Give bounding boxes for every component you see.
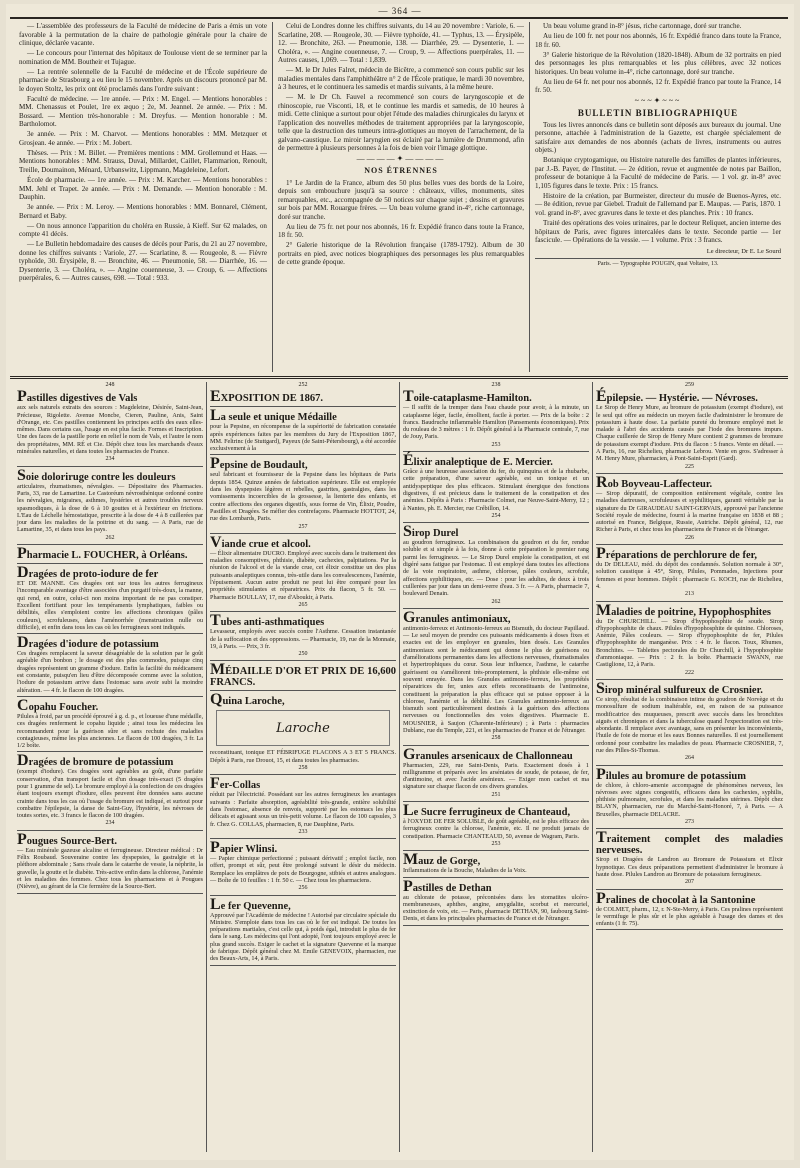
paragraph: — L'assemblée des professeurs de la Faculté de médecine de Paris a émis un vote favorable à la permutation de la chaire de pathologie générale pour la chaire de clinique, déclarée vacante. <box>19 22 267 47</box>
ad-text: Ces dragées remplacent la saveur désagréable de la solution par le goût agréable d'un bonbon ; le dosage est des plus commodes, puisque cinq dragées représentent un gramme d'iodure. Enfin la facilité du médicament est constante, puisqu'en lieu d'être décomposée comme avec la solution, l'iodure de potassium arrive dans l'estomac sans avoir subi la moindre altération. — 4 fr. le flacon de 100 dragées. <box>17 650 203 694</box>
paragraph: Un beau volume grand in-8° jésus, riche cartonnage, doré sur tranche. <box>543 22 742 30</box>
ad-text: antimonio-ferreux et Antimonio-ferreux au Bismuth, du docteur Papillaud. — Le seul moyen de prendre ces puissants médicaments à doses fixes et exactes est de les employer en granules, bien dosés. Les Granules antimoniaux sont le médicament qui donne le plus de guérisons ou d'améliorations permanentes dans les affections nerveuses, rhumatismales et hypertrophiques du cœur. Sous leur influence, l'asthme, le catarrhe guérissent ou s'améliorent très-promptement, la phthisie elle-même est souvent enrayée. Dans les Granules antimonio-ferreux, les propriétés réparatrices du fer, unies aux effets reconstituants de l'antimoine, constituent la préparation la plus efficace qui se puisse opposer à la chlorose, l'anémie et la débilité. Les Granules antimonio-ferreux au bismuth sont particulièrement destinés à la guérison des affections nerveuses ou fonctionnelles des voies digestives. Pharmacie E. MOUSNIER, à Saujon (Charente-Inférieure) ; à Paris : pharmacies Dublanc, rue du Temple, 221, et les pharmacies de France et de l'étranger. <box>403 624 589 734</box>
column-number: 252 <box>298 382 308 388</box>
ad-number: 234 <box>105 820 115 827</box>
ad-heading: Le fer Quevenne, <box>210 895 291 913</box>
ads-column-4 <box>593 382 786 1152</box>
news-section <box>14 22 786 372</box>
advertisement <box>596 473 783 545</box>
director-signature: Le directeur, Dr E. Le Sourd <box>706 247 782 255</box>
ad-heading: Élixir analeptique de E. Mercier. <box>403 452 553 470</box>
advertisement <box>596 831 783 889</box>
paragraph: 2° Galerie historique de la Révolution française (1789-1792). Album de 30 portraits en pied, avec notices biographiques des personnages les plus remarquables de cette grande époque. <box>277 241 524 267</box>
paragraph: Tous les livres annoncés dans ce bulletin sont déposés aux bureaux du journal. Une personne, attachée à l'administration de la Gazette, est chargée spécialement de satisfaire aux demandes de nos abonnés (achats de livres, instruments ou autres objets.) <box>535 120 782 155</box>
ad-heading: Fer-Collas <box>210 775 261 793</box>
ad-number: 256 <box>298 885 308 892</box>
ad-text: de chlore, à chloro-amenie accompagné de phénomènes nerveux, les névroses avec signes congestifs, efficaces dans les cachexies, syphilis, phthisie pulmonaire, scrofules, et dans les maladies utérines. Dépôt chez BLAYN, pharmacien, rue du Marché-Saint-Honoré, 7, à Paris. — A Bruxelles, pharmacie DELACRE. <box>596 781 783 818</box>
advertisement <box>17 547 203 564</box>
ad-heading: Dragées de proto-iodure de fer <box>17 564 159 582</box>
ad-heading: Préparations de perchlorure de fer, <box>596 545 757 563</box>
paragraph: Traité des opérations des voies urinaires, par le docteur Reliquet, ancien interne des hôpitaux de Paris, avec figures intercalées dans le texte. Seconde partie — 1er fascicule. — Opérations de la vessie. — 1 volume. Prix : 3 francs. <box>535 219 782 245</box>
ad-text: — Élixir alimentaire DUCRO. Employé avec succès dans le traitement des maladies consomptives, phthisie, diabète, cachexies, palpitations. Par la réunion de l'alcool et de la viande crue, cet élixir constitue un des plus puissants analeptiques connus, très-utile dans les convalescences, l'anémie, l'épuisement. Aucun autre produit ne peut lui être comparé pour les propriétés stimulantes et réparatrices. Prix du flacon, 5 fr. 50. — Pharmacie BOULLAY, 17, rue d'Aboukir, à Paris. <box>210 549 396 601</box>
ad-heading: EXPOSITION DE 1867. <box>210 388 324 406</box>
column-number: 238 <box>491 382 501 388</box>
ad-text: reconstituant, tonique ET FÉBRIFUGE FLACONS A 3 ET 5 FRANCS. Dépôt à Paris, rue Drouot, 15, et dans toutes les pharmacies. <box>210 749 396 764</box>
ad-text: Grâce à une heureuse association du fer, du quinquina et de la rhubarbe, cette préparation, d'une saveur agréable, est un tonique et un antidyspeptique des plus efficaces. Stimulant énergique des fonctions digestives, il est précieux dans le traitement de la constipation et des anémies. Dépôts à Paris : Pharmacie Colmet, rue Neuve-Saint-Merry, 12 ; à Nantes, ph. E. Mercier, rue Crébillon, 14. <box>403 468 589 512</box>
ad-text: ET DE MANNE. Ces dragées ont sur tous les autres ferrugineux l'incomparable avantage d'être associées d'un purgatif très-doux, la manne, qui rend, en outre, celui-ci non moins important de ne pas constiper. Excellent fortifiant pour les tempéraments lymphatiques, faibles ou débilités, elles s'emploient contre les affections chroniques (pâles couleurs), scrofuleuses, dans l'aménorrhée (menstruation nulle ou difficile), et enfin dans tous les cas où les ferrugineux sont indiqués. <box>17 580 203 631</box>
ad-heading: Viande crue et alcool. <box>210 533 311 551</box>
advertisement <box>17 754 203 830</box>
advertisement <box>210 409 396 455</box>
advertisement <box>17 696 203 752</box>
ad-heading: Tubes anti-asthmatiques <box>210 612 325 630</box>
newspaper-page <box>6 4 794 1160</box>
ad-text: réduit par l'électricité. Possédant sur les autres ferrugineux les avantages suivants : Parfaite absorption, agréabilité très-grande, entière solubilité dans l'estomac, absence de renvois, supporté par les estomacs les plus délicats et agissant sous un très-petit volume. Le flacon de 100 capsules, 3 fr. Chez G. COLLAS, pharmacien, 8, rue Dauphine, Paris. <box>210 791 396 828</box>
paragraph: Botanique cryptogamique, ou Histoire naturelle des familles de plantes inférieures, par J.-B. Payer, de l'Institut. — 2e édition, revue et augmentée de notes par Baillon, professeur de botanique à la Faculté de médecine de Paris. — 1 vol. gr. in-8° avec 1,105 figures dans le texte. Prix : 15 francs. <box>535 156 782 190</box>
ad-text: — Il suffit de la tremper dans l'eau chaude pour avoir, à la minute, un cataplasme léger, facile, émollient, facile à porter. — Prix de la boîte : 2 francs. Baudruche inflammable Hamilton (Pansements économiques). Prix du rouleau de 3 mètres : 1 fr. Dépôt général à la Pharmacie centrale, 7, rue de Jouy, Paris. <box>403 404 589 441</box>
advertisement <box>210 533 396 612</box>
advertisement <box>210 777 396 839</box>
paragraph: — Le Bulletin hebdomadaire des causes de décès pour Paris, du 21 au 27 novembre, donne les chiffres suivants : Variole, 27. — Scarlatine, 8. — Rougeole, 8. — Fièvre typhoïde, 30. Érysipèle, 8. — Bronchite, 46. — Pneumonie, 58. — Diarrhée, 16. — Dysenterie, 3. — Choléra, ». — Angine couenneuse, 3. — Croup, 6. — Affections puerpérales, 6. — Autres causes, 698. — Total : 933. <box>19 240 267 283</box>
ad-heading: Granules arsenicaux de Challonneau <box>403 745 573 763</box>
ad-number: 233 <box>298 828 308 835</box>
ad-text: aux sels naturels extraits des sources : Magdeleine, Désirée, Saint-Jean, Précieuse, Rigolette. Avenue Moncbe, Cieren, Pauline, Anis, Saint d'Orange, etc. Ces pastilles contiennent les principes actifs des eaux elles-mêmes. Dans certains cas, l'usage en est plus facile. Formes et Inscription. Une des faces de la pastille porte en relief le nom de Vals, et l'autre le nom des propriétaires, MM. RÉ et Cie. Dépôt chez tous les marchands d'eaux minérales naturelles, et dans toutes les pharmacies de France. <box>17 404 203 456</box>
ad-heading: La seule et unique Médaille <box>210 407 337 425</box>
ad-heading: Papier Wlinsi. <box>210 839 278 857</box>
ad-text: Sirop et Dragées de Landron au Bromure de Potassium et Elixir hypnotique. Ces deux préparations permettent d'administrer le bromure à haute dose. Pilules Landron au Bromure de potassium ferrugineux. <box>596 856 783 878</box>
ad-heading: Pastilles de Dethan <box>403 877 492 895</box>
etrennes-heading: NOS ÉTRENNES <box>364 166 438 176</box>
ad-number: 264 <box>685 755 694 762</box>
ad-text: du Dr CHURCHILL. — Sirop d'hypophosphite de soude. Sirop d'hypophosphite de chaux. Pilules d'hypophosphite de quinine. Chloroses, Anémie, Pâles couleurs. — Sirop d'hypophosphite de fer, Pilules d'hypophosphite de manganèse. Prix : 4 fr. le flacon. Toux, Rhumes, Bronchites. — Tablettes pectorales du Dr Churchill, à l'hypophosphite d'ammoniaque. — Prix : 2 fr. la boîte. Pharmacie SWANN, rue Castiglione, 12, à Paris. <box>596 617 783 669</box>
ad-number: 234 <box>105 456 115 463</box>
signature-stamp <box>216 710 390 746</box>
paragraph: 3e année. — Prix : M. Charvot. — Mentions honorables : MM. Metzquer et Grosjean. 4e année. — Prix : M. Jobert. <box>19 130 267 147</box>
paragraph: 1° Le Jardin de la France, album des 50 plus belles vues des bords de la Loire, depuis son embouchure jusqu'à sa source : châteaux, villes, monuments, sites remarquables, etc., accompagnée de 50 notices sur chaque sujet ; dessins et gravures sur bois par MM. Rouargue frères. — Un beau volume grand in-4°, riche cartonnage, doré sur tranche. <box>277 178 524 221</box>
advertisements-section <box>14 382 786 1152</box>
paragraph: Histoire de la création, par Burmeister, directeur du musée de Buenos-Ayres, etc. — 8e édition, revue par Giebel. Traduit de l'allemand par E. Maupas. — Paris, 1870. 1 vol. grand in-8°, avec gravures dans le texte et des planches. Prix : 10 francs. <box>535 191 782 217</box>
ad-heading: Pharmacie L. FOUCHER, à Orléans. <box>17 545 188 563</box>
paragraph: École de pharmacie. — 1re année. — Prix : M. Karcher. — Mentions honorables : MM. Jehl et Trapet. 2e année. — Prix : M. Demande. — Mention honorable : M. Dauphin. <box>19 176 267 202</box>
advertisement <box>17 390 203 466</box>
advertisement <box>403 525 589 609</box>
ornament-divider: ————✦———— <box>356 153 446 163</box>
paragraph: Au lieu de 75 fr. net pour nos abonnés, 16 fr. Expédié franco dans toute la France, 18 fr. 50. <box>277 222 524 240</box>
ad-text: Pilules à froid, par un procédé éprouvé à g. d. p., et loueuse d'une médaille, ces dragées renferment le copahu liquide ; ainsi tous les médecins les recommandent pour la guérison sûre et sans rechute des maladies contagieuses, même les plus anciennes. Le flacon de 100 dragées, 3 fr. La 1/2 boîte. <box>17 712 203 750</box>
paragraph: Celui de Londres donne les chiffres suivants, du 14 au 20 novembre : Variole, 6. — Scarlatine, 208. — Rougeole, 30. — Fièvre typhoïde, 41. — Typhus, 13. — Érysipèle, 12. — Bronchite, 263. — Pneumonie, 138. — Diarrhée, 29. — Dysenterie, 1. — Choléra, ». — Angine couenneuse, 7. — Croup, 9. — Affections puerpérales, 11. — Autres causes, 1,069. — Total : 1,839. <box>277 22 524 64</box>
ad-text: articulaires, rhumatismes, névralgies. — Dépositaire des Pharmacies. Paris, 33, rue de Lamartine. Le Castoréum névrosthénique ordonné contre les névralgies, migraines, asthmes, hystéries et autres troubles nerveux spasmodiques, à la dose de 6 à 10 gouttes et à l'extérieur en frictions. L'Eau de Léchelle hémostatique, prescrite à la dose de 4 à 8 cuillerées par jour dans les maladies de la poitrine et du sang. — A Paris, rue de Lamartine, 35, et dans tous les pays. <box>17 482 203 534</box>
ad-text: du Dr DELEAU, méd. du dépôt des condamnés. Solution normale à 30°, solution caustique à 45°, Sirop, Pilules, Pommades, Injections pour femmes et pour hommes. Dépôt : pharmacie G. KOCH, rue de Richelieu, 4. <box>596 561 783 590</box>
bulletin-heading: BULLETIN BIBLIOGRAPHIQUE <box>577 108 739 119</box>
advertisement <box>596 547 783 601</box>
ad-heading: Traitement complet des maladies nerveuses. <box>596 829 783 857</box>
ads-column-3 <box>400 382 593 1152</box>
advertisement <box>403 454 589 523</box>
ad-number: 258 <box>491 735 501 742</box>
printer-line: Paris. — Typographie POUGIN, quai Voltaire, 13. <box>535 258 781 269</box>
ad-text: Levasseur, employés avec succès contre l'Asthme. Cessation instantanée de la suffocation et des oppressions. — Pharmacie, 19, rue de la Monnaie, 19, à Paris. — Prix, 3 fr. <box>210 628 396 650</box>
news-column-1 <box>14 22 273 372</box>
paragraph: 3e année. — Prix : M. Leroy. — Mentions honorables : MM. Bonnarel, Clément, Bernard et Baby. <box>19 203 267 220</box>
signature-text: Laroche <box>276 720 330 736</box>
ad-heading: Pastilles digestives de Vals <box>17 388 138 406</box>
advertisement <box>210 457 396 533</box>
paragraph: — La rentrée solennelle de la Faculté de médecine et de l'École supérieure de pharmacie de Strasbourg a eu lieu le 15 novembre. Après un discours prononcé par M. le doyen Stoltz, les prix ont été proclamés dans l'ordre suivant : <box>19 67 267 93</box>
ad-heading: MÉDAILLE D'OR ET PRIX DE 16,600 FRANCS. <box>210 661 396 689</box>
ad-number: 258 <box>298 765 308 772</box>
paragraph: — M. le Dr Ch. Fauvel a recommencé son cours de laryngoscopie et de rhinoscopie, rue Visconti, 18, et le continue les mardis et samedis, de 10 heures à midi. Cette clinique a surtout pour objet l'étude des maladies chirurgicales du larynx et l'application des nouvelles méthodes de traitement appropriées par la laryngoscopie, telle que la destruction des tumeurs intra-glottiques au moyen de l'arrachement, de la galvano-caustique. Le miroir laryngien est éclairé par la lumière de Drummond, afin de permettre à plusieurs personnes à la fois de bien voir l'image glottique. <box>277 93 524 153</box>
ad-number: 257 <box>298 523 308 530</box>
advertisement <box>403 877 589 926</box>
ad-number: 250 <box>298 651 308 658</box>
ad-text: Approuvé par l'Académie de médecine ! Autorisé par circulaire spéciale du Ministre. S'emploie dans tous les cas où le fer est indiqué. De toutes les préparations martiales, c'est celle qui, à poids égal, introduit le plus de fer dans le sang. Les médecins qui l'ont adopté, l'ont toujours employé avec le plus grand succès. Exiger le cachet et la signature Quevenne et la marque de fabrique. Dépôt général chez M. Emile GENEVOIX, pharmacien, rue des Beaux-Arts, 14, à Paris. <box>210 911 396 963</box>
ad-text: — Sirop dépuratif, de composition entièrement végétale, contre les maladies dartreuses, scrofuleuses et syphilitiques, garanti véritable par la signature du Dr GIRAUDEAU SAINT-GERVAIS, approuvé par l'ancienne Société royale de médecine, fourni à la marine française en 1838 et 88 ; autorisé en France, Belgique, Russie, Autriche. Dépôt général, 12, rue Richer à Paris, et chez tous les pharmaciens de France et de l'étranger. <box>596 489 783 534</box>
paragraph: 3° Galerie historique de la Révolution (1820-1848). Album de 32 portraits en pied des personnages les plus remarquables et les plus célèbres, avec 32 notices historiques. Un beau volume in-4°, riche cartonnage, doré sur tranche. <box>535 50 782 76</box>
advertisement <box>17 566 203 634</box>
advertisement <box>17 830 203 894</box>
ad-heading: Dragées de bromure de potassium <box>17 752 174 770</box>
paragraph: Au lieu de 64 fr. net pour nos abonnés, 12 fr. Expédié franco par toute la France, 14 fr. 50. <box>535 77 782 95</box>
advertisement <box>403 390 589 452</box>
ad-text: pour la Pepsine, en récompense de la supériorité de fabrication constatée après expériences faites par les membres du Jury de l'Exposition 1867, MM. Feltrinc (de Stuttgard), Payeux (de Saint-Pétersbourg), a été accordée exclusivement à la <box>210 423 396 453</box>
ad-number: 251 <box>491 791 501 798</box>
section-rule <box>10 376 788 379</box>
ad-number: 273 <box>685 819 694 826</box>
advertisement <box>596 889 783 931</box>
paragraph: — M. le Dr Jules Falret, médecin de Bicêtre, a commencé son cours public sur les maladies mentales dans l'amphithéâtre n° 2 de l'École pratique, le mardi 30 novembre, à 3 heures, et le continuera les samedis et mardis suivants, à la même heure. <box>277 66 524 92</box>
ad-text: (exempt d'iodure). Ces dragées sont agréables au goût, d'une parfaite conservation, d'un transport facile et d'un dosage très-exact (5 dragées pour 1 gramme de sel). Le bromure employé à la confection de ces dragées étant toujours exempt d'iodure, elles peuvent être données sans aucune crainte dans tous les cas où l'usage du bromure est indiqué, et surtout pour combattre l'épilepsie, la danse de Saint-Guy, l'hystérie, les névroses de toutes sortes, etc. 3 francs le flacon de 100 dragées. <box>17 768 203 820</box>
advertisement <box>596 679 783 766</box>
ad-heading: Sirop Durel <box>403 523 459 541</box>
ad-heading: Toile-cataplasme-Hamilton. <box>403 388 532 406</box>
ad-text: Le Sirop de Henry Mure, au bromure de potassium (exempt d'iodure), est le seul qui offre au médecin un moyen facile d'administrer le bromure de potassium à haute dose. La parfaite pureté du bromure employé met le malade à l'abri des accidents causés par l'iode des bromures impurs. Chaque cuillerée de Sirop de Henry Mure contient 2 grammes de bromure de potassium exempt d'iodure. Prix du flacon : 5 francs. Vente en détail. — A Paris, 16, rue Richelieu, pharmacie Lebrou. Vente en gros. S'adresser à M. Henry Mure, pharmacien, à Pont-Saint-Esprit (Gard). <box>596 404 783 463</box>
ad-text: au goudron ferrugineux. La combinaison du goudron et du fer, rendue soluble et si simple à la fois, donne à cette préparation le premier rang parmi les ferrugineux. — Le Sirop Durel emploie la constipation, et est digéré sans fatigue par l'estomac. Il est employé dans toutes les affections de la voie respiratoire, asthme, chlorose, pâles couleurs, scrofule, affections syphilitiques, etc. — Dose : pour les adultes, de deux à trois cuillerées par jour dans un demi-verre d'eau. 3 fr. — A Paris, pharmacie 7, boulevard Denain. <box>403 539 589 598</box>
ad-heading: Pougues Source-Bert. <box>17 830 117 848</box>
paragraph: Faculté de médecine. — 1re année. — Prix : M. Engel. — Mentions honorables : MM. Chenassus et Poulet, 1re ex æquo ; 2e, M. Jeannel. 2e année. — Prix : M. Bossard. — Mention très-honorable : M. Dreyfus. — Mention honorable : M. Bartholomot. <box>19 94 267 129</box>
column-number: 248 <box>105 382 115 388</box>
ad-text: Ce sirop, résultat de la combinaison intime du goudron de Norvège et du monosulfure de sodium inaltérable, est, en raison de sa puissance modificatrice des muqueuses, prescrit avec succès dans les bronchites aiguës et chroniques et dans la tuberculose quand l'expectoration est très-abondante. Il remplace avec avantage, sans en présenter les inconvénients, l'huile de foie de morue et les eaux Bonnes naturelles. Il est journellement ordonné pour combattre les maladies de peau. Pharmacie CROSNIER, 7, rue des Pilles-St-Thomas. <box>596 695 783 754</box>
ad-number: 253 <box>491 840 501 847</box>
advertisement <box>596 601 783 680</box>
advertisement <box>403 745 589 802</box>
ad-text: seul fabricant et fournisseur de la Pepsine dans les hôpitaux de Paris depuis 1854. Quinze années de fabrication supérieure. Elle est employée dans les dyspepsies légères et rebelles, gastrites, gastralgies, dans les vomissements incoercibles de la grossesse, la lienterie des enfants, et contre affections des organes digestifs, sous forme de Vin, Élixir, Poudre, Pastilles et Dragées. Se méfier des contrefaçons. Pharmacie HOTTOT, 24, rue des Lombards, Paris. <box>210 471 396 523</box>
ad-number: 262 <box>105 534 115 541</box>
advertisement <box>403 853 589 877</box>
ad-text: Pharmacien, 229, rue Saint-Denis, Paris. Exactement dosés à 1 milligramme et préparés avec les arséniates de soude, de potasse, de fer, d'antimoine, et avec l'acide arsénieux. — Exiger mon cachet et ma signature sur chaque flacon de ces divers granules. <box>403 761 589 791</box>
ad-heading: Maladies de poitrine, Hypophosphites <box>596 601 771 619</box>
advertisement <box>210 693 396 775</box>
ad-number: 222 <box>685 669 694 676</box>
ad-heading: Rob Boyveau-Laffecteur. <box>596 473 713 491</box>
advertisement <box>403 608 589 746</box>
ad-number: 225 <box>685 463 694 470</box>
advertisement <box>596 390 783 474</box>
header-rule <box>10 17 788 19</box>
ad-number: 213 <box>685 591 694 598</box>
advertisement <box>17 466 203 545</box>
paragraph: — Le concours pour l'internat des hôpitaux de Toulouse vient de se terminer par la nomination de MM. Boutheir et Tujague. <box>19 49 267 66</box>
news-column-3 <box>530 22 786 372</box>
ad-text: de COLMET, pharm., 12, r. N-Ste-Merry, à Paris. Ces pralines représentent le vermifuge le plus sûr et le plus agréable à l'usage des dames et des enfants (1 fr. 75). <box>596 905 783 928</box>
ad-heading: Sirop minéral sulfureux de Crosnier. <box>596 679 763 697</box>
advertisement <box>596 765 783 830</box>
ad-number: 253 <box>491 441 501 448</box>
advertisement <box>210 841 396 895</box>
advertisement <box>210 663 396 691</box>
advertisement <box>17 636 203 697</box>
paragraph: Au lieu de 100 fr. net pour nos abonnés, 16 fr. Expédié franco dans toute la France, 18 fr. 60. <box>535 32 782 49</box>
advertisement <box>210 895 396 966</box>
paragraph: — On nous annonce l'apparition du choléra en Russie, à Kieff. Sur 62 malades, on compte 41 décès. <box>19 221 267 239</box>
ad-text: Inflammations de la Bouche, Maladies de la Voix. <box>403 867 527 875</box>
ad-number: 226 <box>685 534 694 541</box>
advertisement <box>210 390 396 407</box>
ad-number: 207 <box>685 879 694 886</box>
ad-heading: Pralines de chocolat à la Santonine <box>596 889 756 907</box>
ad-heading: Pepsine de Boudault, <box>210 455 308 473</box>
ad-text: — Eau minérale gazeuse alcaline et ferrugineuse. Directeur médical : Dr Félix Roubaud. Souveraine contre les dyspepsies, la gastralgie et la pléthore abdominale ; Sans rivale dans le catarrhe de vessie, la néphrite, la gravelle, la goutte et le diabète. Très-active enfin dans la chlorose, l'anémie et les maladies des femmes. Chez tous les pharmaciens et à Pougues (Nièvre), au gérant de la Cie fermière de la Source-Bert. <box>17 846 203 891</box>
ad-heading: Dragées d'iodure de potassium <box>17 634 159 652</box>
paragraph: Thèses. — Prix : M. Billet. — Premières mentions : MM. Grollemund et Haas. — Mentions honorables : MM. Strauss, Duval, Millardet, Caillet, Flammarion, Renoult, Treille, Doumainon, Ménard, Urbanswitz, Lippmann, Magdeleine, Lefort. <box>19 148 267 174</box>
ad-number: 265 <box>298 601 308 608</box>
ad-text: — Papier chimique perfectionné ; puissant dérivatif ; emploi facile, non offert, prompt et sûr, peut être prolongé suivant le désir du médecin. Remplace les emplâtres de poix de Bourgogne, stibiés et autres analogues. — Boîte de 10 feuilles : 1 fr. 50 c. — Chez tous les pharmaciens. <box>210 855 396 884</box>
column-number: 259 <box>685 382 694 388</box>
ad-text: au chlorate de potasse, préconisées dans les stomatites ulcéro-membraneuses, aphthes, angine, amygdalite, scorbut et mercuriel, extinction de voix, etc. — Paris, pharmacie DETHAN, 90, faubourg Saint-Denis, et dans les principales pharmacies de France et de l'étranger. <box>403 893 589 923</box>
ads-column-1 <box>14 382 207 1152</box>
advertisement <box>210 614 396 661</box>
ad-heading: Soie doloriruge contre les douleurs <box>17 466 176 484</box>
ornament-divider: ~~~✦~~~ <box>634 95 682 105</box>
page-number: — 364 — <box>378 6 422 16</box>
advertisement <box>403 804 589 851</box>
news-column-2 <box>273 22 530 372</box>
ad-number: 254 <box>491 512 501 519</box>
ad-heading: Quina Laroche, <box>210 691 285 709</box>
ad-text: à l'OXYDE DE FER SOLUBLE, de goût agréable, est le plus efficace des ferrugineux contre la chlorose, l'anémie, etc. Il ne produit jamais de constipation. Pharmacie CHANTEAUD, 50, avenue de Wagram, Paris. <box>403 818 589 840</box>
ads-column-2 <box>207 382 400 1152</box>
ad-heading: Copahu Foucher. <box>17 696 99 714</box>
ad-heading: Pilules au bromure de potassium <box>596 765 746 783</box>
ad-heading: Mauz de Gorge, <box>403 851 481 869</box>
ad-heading: Le Sucre ferrugineux de Chanteaud, <box>403 802 571 820</box>
ad-heading: Épilepsie. — Hystérie. — Névroses. <box>596 388 758 406</box>
ad-number: 262 <box>491 598 501 605</box>
ad-heading: Granules antimoniaux, <box>403 608 511 626</box>
